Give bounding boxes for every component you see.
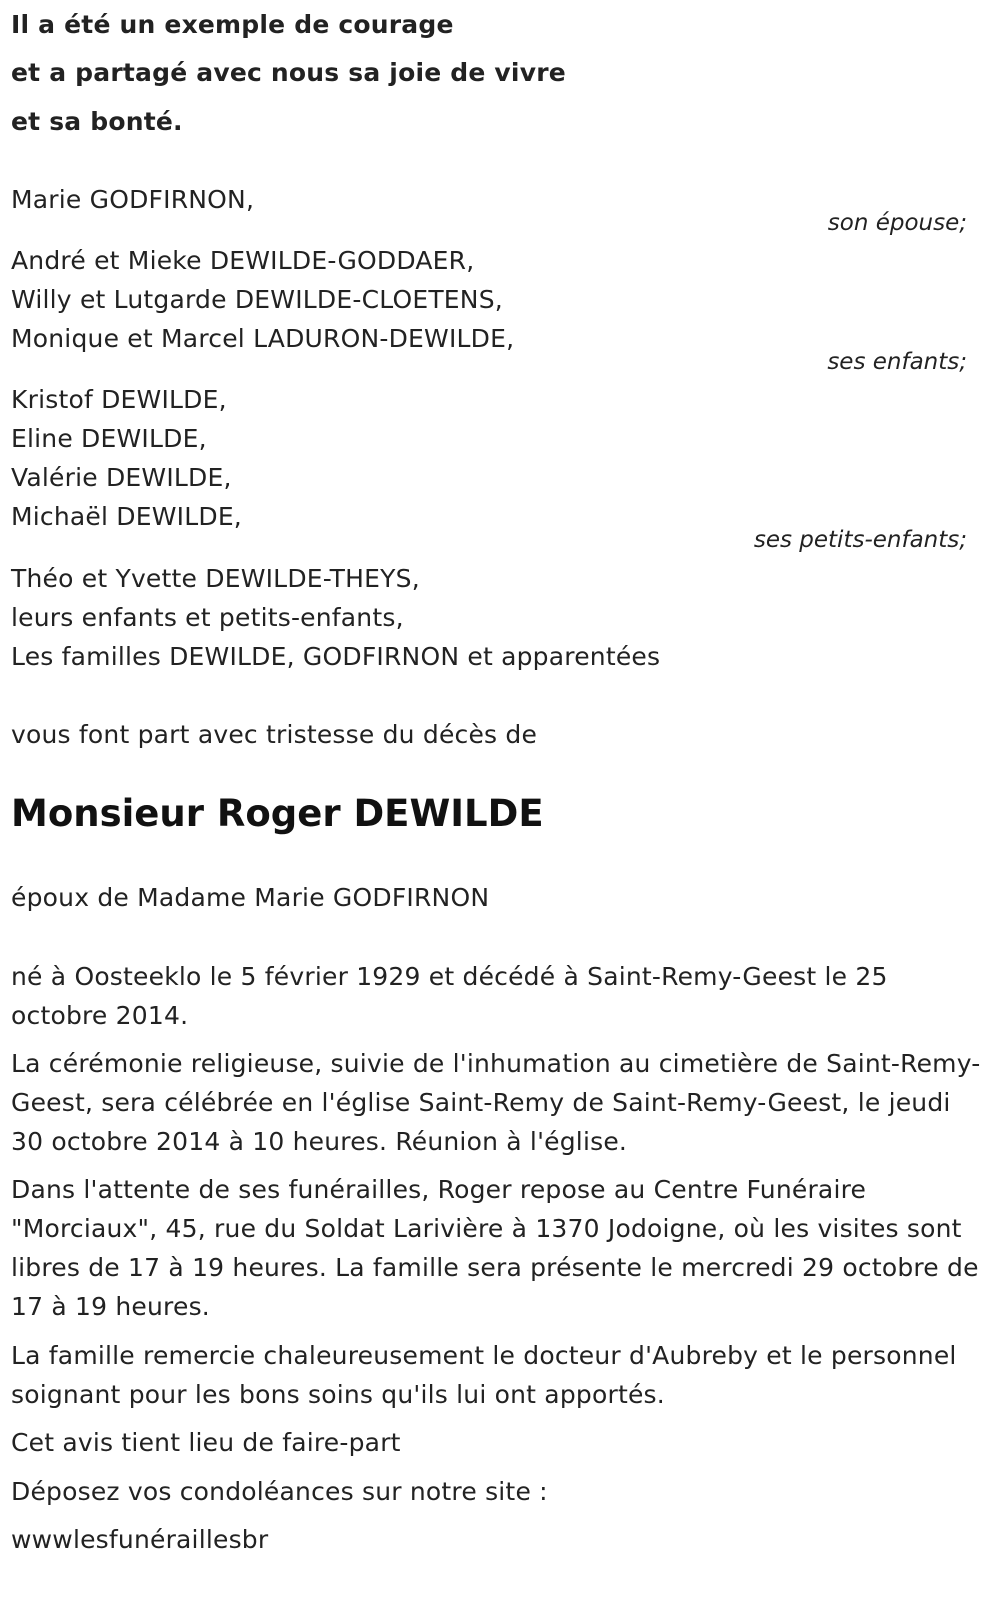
spouse-role: son épouse;: [827, 210, 967, 236]
grandchild-name: Valérie DEWILDE,: [11, 463, 232, 492]
ceremony-paragraph: La cérémonie religieuse, suivie de l'inhumation au cimetière de Saint-Remy-Geest, sera célébrée en l'église Saint-Remy de Saint-Remy-Geest, le jeudi 30 octobre 2014 à 10 heures. Réunion à l'église.: [11, 1049, 981, 1156]
child-name: Willy et Lutgarde DEWILDE-CLOETENS,: [11, 285, 503, 314]
children-role: ses enfants;: [827, 349, 967, 375]
grandchild-name: Eline DEWILDE,: [11, 424, 207, 453]
announcement-text: vous font part avec tristesse du décès de: [11, 720, 538, 749]
birth-death-paragraph: né à Oosteeklo le 5 février 1929 et décédé à Saint-Remy-Geest le 25 octobre 2014.: [11, 962, 888, 1030]
grandchild-name: Kristof DEWILDE,: [11, 385, 227, 414]
intro-line-3: et sa bonté.: [11, 107, 183, 136]
thanks-paragraph: La famille remercie chaleureusement le docteur d'Aubreby et le personnel soignant pour les bons soins qu'ils lui ont apportés.: [11, 1341, 957, 1409]
condolences-text: Déposez vos condoléances sur notre site :: [11, 1477, 548, 1506]
child-name: Monique et Marcel LADURON-DEWILDE,: [11, 324, 515, 353]
deceased-spouse-line: époux de Madame Marie GODFIRNON: [11, 883, 490, 912]
visit-paragraph: Dans l'attente de ses funérailles, Roger repose au Centre Funéraire "Morciaux", 45, rue du Soldat Larivière à 1370 Jodoigne, où les visites sont libres de 17 à 19 heures. La famille sera présente le mercredi 29 octobre de 17 à 19 heures.: [11, 1175, 979, 1321]
website-link[interactable]: wwwlesfunéraillesbr: [11, 1525, 269, 1554]
notice-text: Cet avis tient lieu de faire-part: [11, 1428, 401, 1457]
grandchild-name: Michaël DEWILDE,: [11, 502, 242, 531]
child-name: André et Mieke DEWILDE-GODDAER,: [11, 246, 475, 275]
spouse-name: Marie GODFIRNON,: [11, 185, 255, 214]
intro-line-1: Il a été un exemple de courage: [11, 10, 454, 39]
other-family-line: Les familles DEWILDE, GODFIRNON et apparentées: [11, 642, 661, 671]
other-family-line: leurs enfants et petits-enfants,: [11, 603, 404, 632]
other-family-line: Théo et Yvette DEWILDE-THEYS,: [11, 564, 420, 593]
grandchildren-role: ses petits-enfants;: [753, 527, 967, 553]
deceased-name: Monsieur Roger DEWILDE: [11, 792, 544, 835]
intro-line-2: et a partagé avec nous sa joie de vivre: [11, 58, 566, 87]
